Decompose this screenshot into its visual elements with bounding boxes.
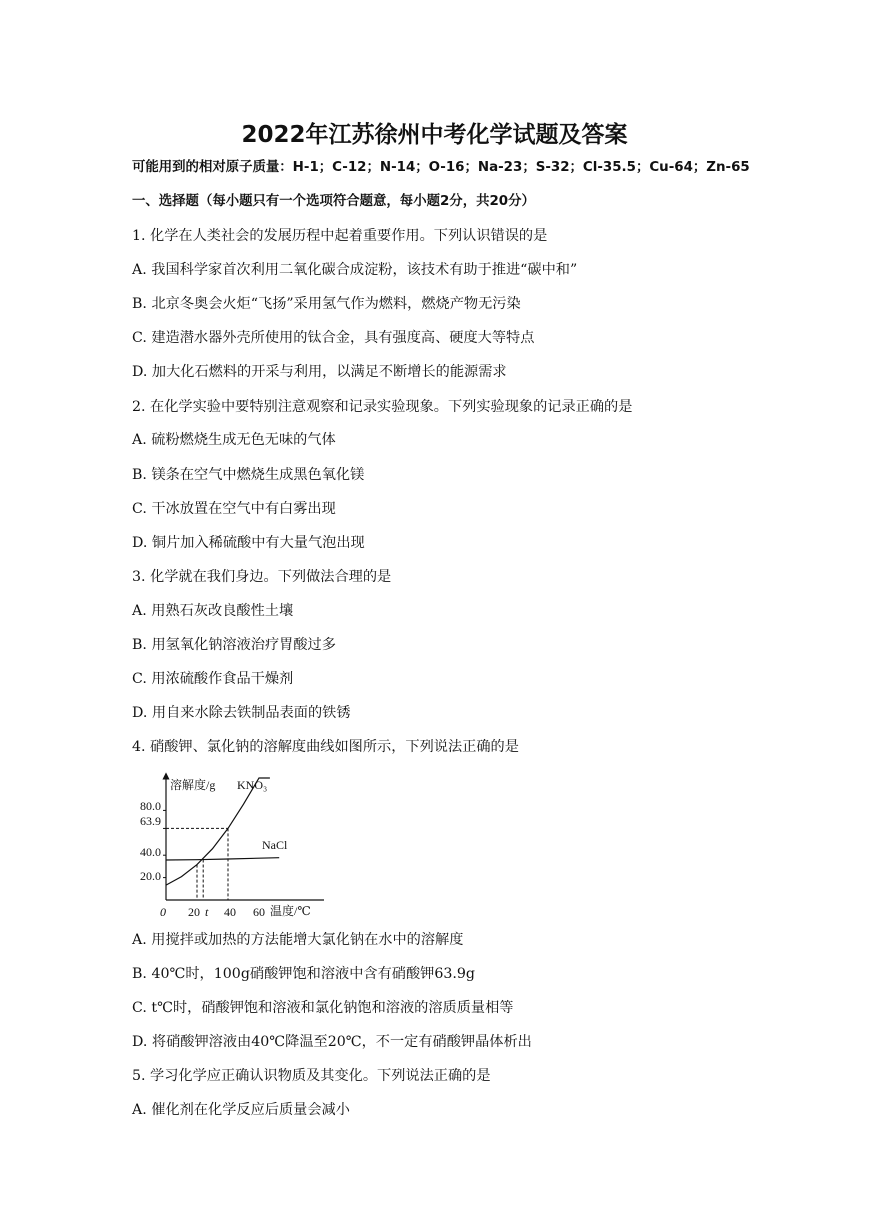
question-4-option-c: C. t℃时，硝酸钾饱和溶液和氯化钠饱和溶液的溶质质量相等 — [132, 1000, 514, 1016]
y-tick-20: 20.0 — [140, 869, 161, 883]
question-1-option-a: A. 我国科学家首次利用二氧化碳合成淀粉，该技术有助于推进“碳中和” — [132, 262, 578, 278]
y-tick-40: 40.0 — [140, 845, 161, 859]
question-3-option-d: D. 用自来水除去铁制品表面的铁锈 — [132, 705, 351, 721]
legend-kno3: KNO₃ — [237, 778, 268, 792]
page-title: 2022年江苏徐州中考化学试题及答案 — [241, 122, 628, 148]
x-tick-0: 0 — [160, 905, 166, 919]
question-3-option-c: C. 用浓硫酸作食品干燥剂 — [132, 671, 294, 687]
question-2-option-a: A. 硫粉燃烧生成无色无味的气体 — [132, 432, 336, 448]
question-1-option-d: D. 加大化石燃料的开采与利用，以满足不断增长的能源需求 — [132, 364, 507, 380]
question-1-option-b: B. 北京冬奥会火炬“飞扬”采用氢气作为燃料，燃烧产物无污染 — [132, 296, 521, 312]
y-tick-63-9: 63.9 — [140, 814, 161, 828]
question-2-option-b: B. 镁条在空气中燃烧生成黑色氧化镁 — [132, 467, 365, 483]
question-4-option-b: B. 40℃时，100g硝酸钾饱和溶液中含有硝酸钾63.9g — [132, 966, 476, 982]
x-tick-t: t — [205, 905, 209, 919]
y-axis-label: 溶解度/g — [170, 778, 216, 792]
x-tick-20: 20 — [188, 905, 200, 919]
question-2-option-d: D. 铜片加入稀硫酸中有大量气泡出现 — [132, 535, 365, 551]
section-heading: 一、选择题（每小题只有一个选项符合题意，每小题2分，共20分） — [132, 194, 535, 209]
series-line-1 — [166, 858, 279, 860]
question-4-stem: 4. 硝酸钾、氯化钠的溶解度曲线如图所示，下列说法正确的是 — [132, 739, 519, 755]
solubility-chart — [132, 770, 332, 920]
question-1-stem: 1. 化学在人类社会的发展历程中起着重要作用。下列认识错误的是 — [132, 228, 548, 244]
question-1-option-c: C. 建造潜水器外壳所使用的钛合金，具有强度高、硬度大等特点 — [132, 330, 535, 346]
question-3-stem: 3. 化学就在我们身边。下列做法合理的是 — [132, 569, 392, 585]
question-5-stem: 5. 学习化学应正确认识物质及其变化。下列说法正确的是 — [132, 1068, 491, 1084]
question-2-option-c: C. 干冰放置在空气中有白雾出现 — [132, 501, 336, 517]
question-4-option-a: A. 用搅拌或加热的方法能增大氯化钠在水中的溶解度 — [132, 932, 464, 948]
question-2-stem: 2. 在化学实验中要特别注意观察和记录实验现象。下列实验现象的记录正确的是 — [132, 399, 633, 415]
question-3-option-a: A. 用熟石灰改良酸性土壤 — [132, 603, 294, 619]
atomic-mass-note: 可能用到的相对原子质量：H-1；C-12；N-14；O-16；Na-23；S-32；Cl-35.5；Cu-64；Zn-65 — [132, 160, 750, 175]
question-3-option-b: B. 用氢氧化钠溶液治疗胃酸过多 — [132, 637, 336, 653]
question-5-option-a: A. 催化剂在化学反应后质量会减小 — [132, 1102, 350, 1118]
x-axis-label: 温度/℃ — [270, 904, 311, 918]
x-tick-60: 60 — [253, 905, 265, 919]
y-tick-80: 80.0 — [140, 799, 161, 813]
question-4-option-d: D. 将硝酸钾溶液由40℃降温至20℃，不一定有硝酸钾晶体析出 — [132, 1034, 532, 1050]
series-line-0 — [166, 778, 270, 885]
x-tick-40: 40 — [224, 905, 236, 919]
legend-nacl: NaCl — [262, 838, 288, 852]
